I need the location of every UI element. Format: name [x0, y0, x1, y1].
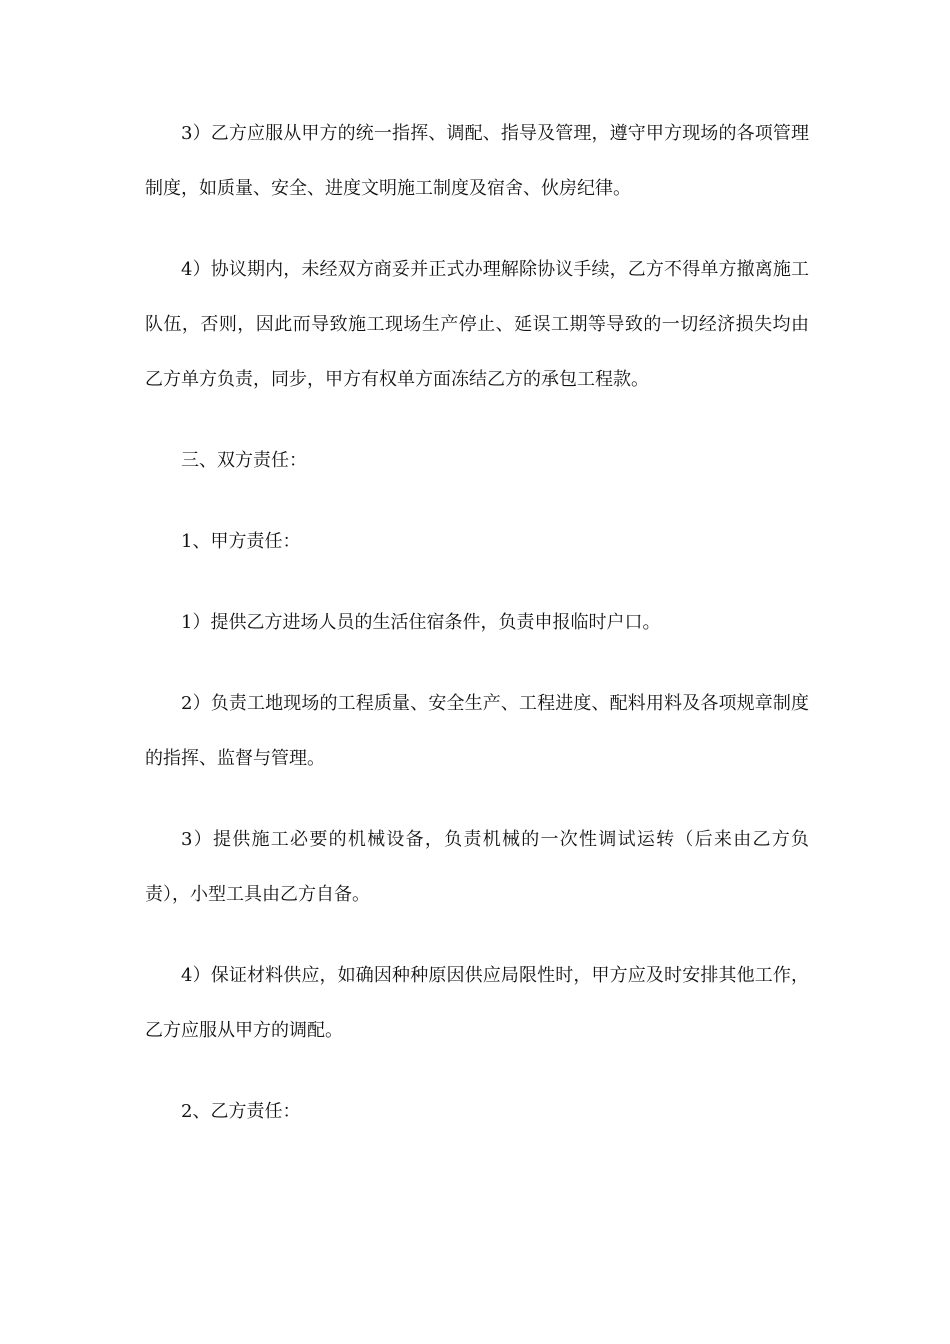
- heading-party-a-responsibilities: 1、甲方责任：: [181, 531, 301, 552]
- paragraph-equipment: 3）提供施工必要的机械设备，负责机械的一次性调试运转（后来由乙方负责），小型工具由乙方自备。: [145, 829, 809, 905]
- document-body: [145, 106, 809, 1165]
- paragraph-no-withdrawal: 4）协议期内，未经双方商妥并正式办理解除协议手续，乙方不得单方撤离施工队伍，否则，因此而导致施工现场生产停止、延误工期等导致的一切经济损失均由乙方单方负责，同步，甲方有权单方面冻结乙方的承包工程款。: [145, 259, 809, 390]
- paragraph-material-supply: 4）保证材料供应，如确因种种原因供应局限性时，甲方应及时安排其他工作，乙方应服从甲方的调配。: [145, 965, 809, 1041]
- paragraph-accommodation: 1）提供乙方进场人员的生活住宿条件，负责申报临时户口。: [181, 612, 661, 633]
- paragraph-obey-management: 3）乙方应服从甲方的统一指挥、调配、指导及管理，遵守甲方现场的各项管理制度，如质量、安全、进度文明施工制度及宿舍、伙房纪律。: [145, 123, 809, 199]
- paragraph-site-management: 2）负责工地现场的工程质量、安全生产、工程进度、配料用料及各项规章制度的指挥、监督与管理。: [145, 693, 809, 769]
- heading-mutual-responsibilities: 三、双方责任：: [181, 450, 307, 471]
- heading-party-b-responsibilities: 2、乙方责任：: [181, 1101, 301, 1122]
